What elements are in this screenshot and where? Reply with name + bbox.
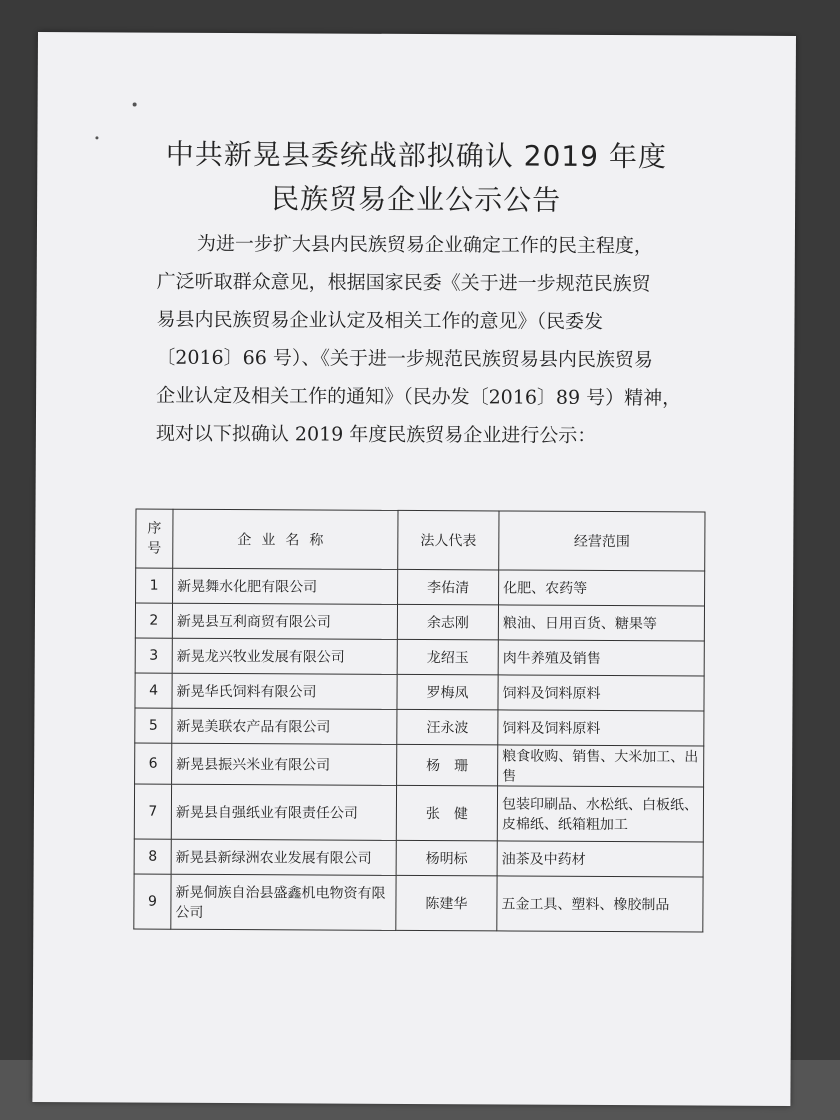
enterprise-name: 新晃美联农产品有限公司 <box>172 708 397 744</box>
announcement-paragraph <box>156 225 732 456</box>
legal-representative: 杨 珊 <box>397 744 498 786</box>
business-scope: 五金工具、塑料、橡胶制品 <box>497 876 703 932</box>
paragraph-line: 易县内民族贸易企业认定及相关工作的意见》（民委发 <box>156 308 604 333</box>
business-scope: 包装印刷品、水松纸、白板纸、皮棉纸、纸箱粗加工 <box>497 786 703 842</box>
paper-speck <box>133 103 137 107</box>
business-scope: 肉牛养殖及销售 <box>498 640 704 676</box>
legal-representative: 张 健 <box>396 785 497 841</box>
legal-representative: 李佑清 <box>398 569 499 605</box>
table-row <box>134 784 703 842</box>
enterprise-name: 新晃县自强纸业有限责任公司 <box>171 784 396 840</box>
enterprise-name: 新晃县互利商贸有限公司 <box>172 603 397 639</box>
enterprise-table <box>133 509 705 933</box>
business-scope: 油茶及中药材 <box>497 841 703 877</box>
legal-representative: 余志刚 <box>397 604 498 640</box>
enterprise-name: 新晃侗族自治县盛鑫机电物资有限公司 <box>171 874 396 930</box>
legal-representative: 龙绍玉 <box>397 639 498 675</box>
table-row <box>135 673 704 711</box>
paragraph-line: 现对以下拟确认 2019 年度民族贸易企业进行公示： <box>155 422 597 447</box>
business-scope: 饲料及饲料原料 <box>498 710 704 746</box>
paper-sheet <box>32 32 796 1106</box>
row-number: 2 <box>135 603 172 638</box>
table-row <box>135 743 704 787</box>
business-scope: 饲料及饲料原料 <box>498 675 704 711</box>
legal-representative: 杨明标 <box>396 840 497 876</box>
document-title-line2: 民族贸易企业公示公告 <box>271 182 562 217</box>
row-number: 8 <box>134 839 171 874</box>
legal-representative: 汪永波 <box>397 709 498 745</box>
paragraph-line: 企业认定及相关工作的通知》（民办发〔2016〕89 号）精神， <box>156 384 682 410</box>
table-header-row <box>136 509 705 571</box>
header-serial-char2: 号 <box>147 540 162 557</box>
legal-representative: 罗梅凤 <box>397 674 498 710</box>
header-business-scope: 经营范围 <box>499 511 705 571</box>
business-scope: 化肥、农药等 <box>499 570 705 606</box>
row-number: 3 <box>135 638 172 673</box>
enterprise-name: 新晃龙兴牧业发展有限公司 <box>172 638 397 674</box>
row-number: 5 <box>135 708 172 743</box>
table-row <box>135 603 704 641</box>
header-legal-representative: 法人代表 <box>398 510 499 570</box>
business-scope: 粮食收购、销售、大米加工、出售 <box>498 745 704 787</box>
paragraph-line: 〔2016〕66 号）、《关于进一步规范民族贸易县内民族贸易 <box>156 346 653 372</box>
table-row <box>134 839 703 877</box>
row-number: 9 <box>134 874 171 929</box>
row-number: 6 <box>135 743 172 784</box>
legal-representative: 陈建华 <box>396 875 497 931</box>
document-title-line1: 中共新晃县委统战部拟确认 2019 年度 <box>165 137 667 174</box>
enterprise-name: 新晃县振兴米业有限公司 <box>172 743 397 785</box>
table-row <box>135 708 704 746</box>
enterprise-name: 新晃舞水化肥有限公司 <box>173 568 398 604</box>
row-number: 1 <box>136 568 173 603</box>
enterprise-name: 新晃县新绿洲农业发展有限公司 <box>171 839 396 875</box>
paragraph-line: 为进一步扩大县内民族贸易企业确定工作的民主程度， <box>196 232 653 258</box>
table-row <box>135 638 704 676</box>
header-serial-number <box>136 509 173 568</box>
enterprise-name: 新晃华氏饲料有限公司 <box>172 673 397 709</box>
header-enterprise-name: 企业名称 <box>173 509 398 569</box>
row-number: 4 <box>135 673 172 708</box>
business-scope: 粮油、日用百货、糖果等 <box>498 605 704 641</box>
paragraph-line: 广泛听取群众意见，根据国家民委《关于进一步规范民族贸 <box>156 270 651 296</box>
header-serial-char1: 序 <box>147 520 162 537</box>
row-number: 7 <box>134 784 171 839</box>
table-row <box>134 874 703 932</box>
table-row <box>136 568 705 606</box>
